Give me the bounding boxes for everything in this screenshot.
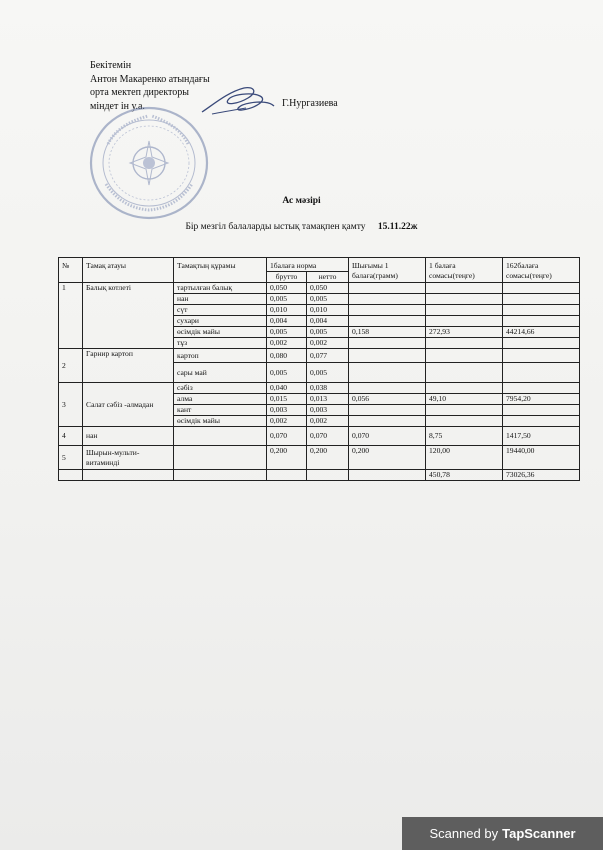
- total-cost1: 450,78: [426, 470, 503, 481]
- approval-line: Антон Макаренко атындағы: [90, 73, 210, 85]
- ingredient-brutto: 0,010: [267, 305, 307, 316]
- ingredient-brutto: 0,002: [267, 338, 307, 349]
- dish-name: Шырын-мульти-витаминді: [83, 446, 174, 470]
- ingredient-netto: 0,013: [307, 394, 349, 405]
- ingredient-brutto: 0,005: [267, 363, 307, 383]
- dish-yield: 0,070: [349, 427, 426, 446]
- approval-line: міндет ін у.а.: [90, 100, 145, 112]
- table-row: [59, 283, 580, 294]
- scanner-watermark: [402, 817, 603, 850]
- empty-cell: [174, 470, 267, 481]
- signer-name: Г.Нургазиева: [282, 98, 338, 109]
- col-header-yield: Шығымы 1 балаға(грамм): [349, 258, 426, 283]
- ingredient-brutto: 0,015: [267, 394, 307, 405]
- document-date: 15.11.22ж: [377, 222, 418, 232]
- ingredient-netto: 0,005: [307, 363, 349, 383]
- dish-num: 2: [59, 349, 83, 383]
- empty-cell: [503, 294, 580, 305]
- empty-cell: [174, 446, 267, 470]
- empty-cell: [349, 349, 426, 363]
- dish-netto: 0,200: [307, 446, 349, 470]
- empty-cell: [503, 416, 580, 427]
- ingredient-netto: 0,002: [307, 416, 349, 427]
- col-header-composition: Тамақтың құрамы: [174, 258, 267, 283]
- ingredient-name: өсімдік майы: [174, 327, 267, 338]
- empty-cell: [83, 470, 174, 481]
- empty-cell: [174, 427, 267, 446]
- table-header-row: [59, 258, 580, 272]
- total-row: [59, 470, 580, 481]
- empty-cell: [503, 316, 580, 327]
- ingredient-brutto: 0,005: [267, 294, 307, 305]
- empty-cell: [349, 338, 426, 349]
- dish-name: нан: [83, 427, 174, 446]
- ingredient-name: кант: [174, 405, 267, 416]
- empty-cell: [503, 349, 580, 363]
- ingredient-netto: 0,002: [307, 338, 349, 349]
- dish-yield: 0,158: [349, 327, 426, 338]
- empty-cell: [349, 470, 426, 481]
- table-row: [59, 427, 580, 446]
- empty-cell: [307, 470, 349, 481]
- empty-cell: [349, 383, 426, 394]
- approval-line: орта мектеп директоры: [90, 87, 190, 99]
- dish-cost162: 1417,50: [503, 427, 580, 446]
- table-row: [59, 446, 580, 470]
- empty-cell: [426, 349, 503, 363]
- ingredient-name: сухари: [174, 316, 267, 327]
- empty-cell: [426, 283, 503, 294]
- empty-cell: [503, 305, 580, 316]
- col-header-cost162: 162балаға сомасы(теңге): [503, 258, 580, 283]
- empty-cell: [267, 470, 307, 481]
- dish-num: 4: [59, 427, 83, 446]
- page-subtitle: [0, 222, 603, 232]
- empty-cell: [503, 405, 580, 416]
- table-row: [59, 349, 580, 363]
- ingredient-brutto: 0,004: [267, 316, 307, 327]
- ingredient-netto: 0,003: [307, 405, 349, 416]
- dish-netto: 0,070: [307, 427, 349, 446]
- dish-num: 3: [59, 383, 83, 427]
- ingredient-netto: 0,005: [307, 294, 349, 305]
- subtitle-text: Бір мезгіл балаларды ыстық тамақпен қамту: [185, 222, 366, 232]
- empty-cell: [426, 305, 503, 316]
- empty-cell: [503, 383, 580, 394]
- ingredient-brutto: 0,040: [267, 383, 307, 394]
- ingredient-netto: 0,005: [307, 327, 349, 338]
- dish-cost1: 120,00: [426, 446, 503, 470]
- dish-name: Гарнир картоп: [83, 349, 174, 383]
- watermark-brand: TapScanner: [502, 826, 576, 841]
- ingredient-name: сүт: [174, 305, 267, 316]
- empty-cell: [426, 294, 503, 305]
- empty-cell: [503, 338, 580, 349]
- empty-cell: [349, 363, 426, 383]
- dish-cost1: 49,10: [426, 394, 503, 405]
- empty-cell: [349, 294, 426, 305]
- empty-cell: [349, 416, 426, 427]
- dish-cost162: 7954,20: [503, 394, 580, 405]
- ingredient-name: тұз: [174, 338, 267, 349]
- total-cost162: 73026,36: [503, 470, 580, 481]
- approval-line: Бекітемін: [90, 60, 132, 71]
- empty-cell: [426, 405, 503, 416]
- dish-name: Балық котлеті: [83, 283, 174, 349]
- empty-cell: [503, 283, 580, 294]
- col-header-num: №: [59, 258, 83, 283]
- ingredient-name: сары май: [174, 363, 267, 383]
- empty-cell: [349, 305, 426, 316]
- ingredient-brutto: 0,002: [267, 416, 307, 427]
- ingredient-brutto: 0,050: [267, 283, 307, 294]
- ingredient-name: картоп: [174, 349, 267, 363]
- col-header-norm: 1балаға норма: [267, 258, 349, 272]
- ingredient-netto: 0,010: [307, 305, 349, 316]
- table-row: [59, 383, 580, 394]
- ingredient-brutto: 0,005: [267, 327, 307, 338]
- col-header-brutto: брутто: [267, 272, 307, 283]
- col-header-cost1: 1 балаға сомасы(теңге): [426, 258, 503, 283]
- empty-cell: [349, 405, 426, 416]
- dish-yield: 0,056: [349, 394, 426, 405]
- col-header-netto: нетто: [307, 272, 349, 283]
- ingredient-netto: 0,004: [307, 316, 349, 327]
- dish-num: 1: [59, 283, 83, 349]
- page-title: Ас мәзірі: [282, 196, 321, 206]
- empty-cell: [426, 363, 503, 383]
- ingredient-brutto: 0,080: [267, 349, 307, 363]
- dish-brutto: 0,070: [267, 427, 307, 446]
- menu-table: [58, 257, 580, 481]
- ingredient-name: алма: [174, 394, 267, 405]
- empty-cell: [59, 470, 83, 481]
- ingredient-name: нан: [174, 294, 267, 305]
- empty-cell: [503, 363, 580, 383]
- dish-cost1: 8,75: [426, 427, 503, 446]
- empty-cell: [349, 283, 426, 294]
- ingredient-netto: 0,077: [307, 349, 349, 363]
- dish-cost1: 272,93: [426, 327, 503, 338]
- dish-yield: 0,200: [349, 446, 426, 470]
- signature-icon: [198, 82, 276, 118]
- ingredient-brutto: 0,003: [267, 405, 307, 416]
- empty-cell: [426, 383, 503, 394]
- dish-cost162: 19440,00: [503, 446, 580, 470]
- ingredient-name: сәбіз: [174, 383, 267, 394]
- col-header-dish: Тамақ атауы: [83, 258, 174, 283]
- ingredient-netto: 0,050: [307, 283, 349, 294]
- ingredient-netto: 0,038: [307, 383, 349, 394]
- dish-name: Салат сәбіз -алмадан: [83, 383, 174, 427]
- empty-cell: [426, 416, 503, 427]
- watermark-label: Scanned by: [429, 826, 499, 841]
- ingredient-name: өсімдік майы: [174, 416, 267, 427]
- empty-cell: [426, 338, 503, 349]
- empty-cell: [349, 316, 426, 327]
- ingredient-name: тартылған балық: [174, 283, 267, 294]
- dish-cost162: 44214,66: [503, 327, 580, 338]
- empty-cell: [426, 316, 503, 327]
- dish-brutto: 0,200: [267, 446, 307, 470]
- dish-num: 5: [59, 446, 83, 470]
